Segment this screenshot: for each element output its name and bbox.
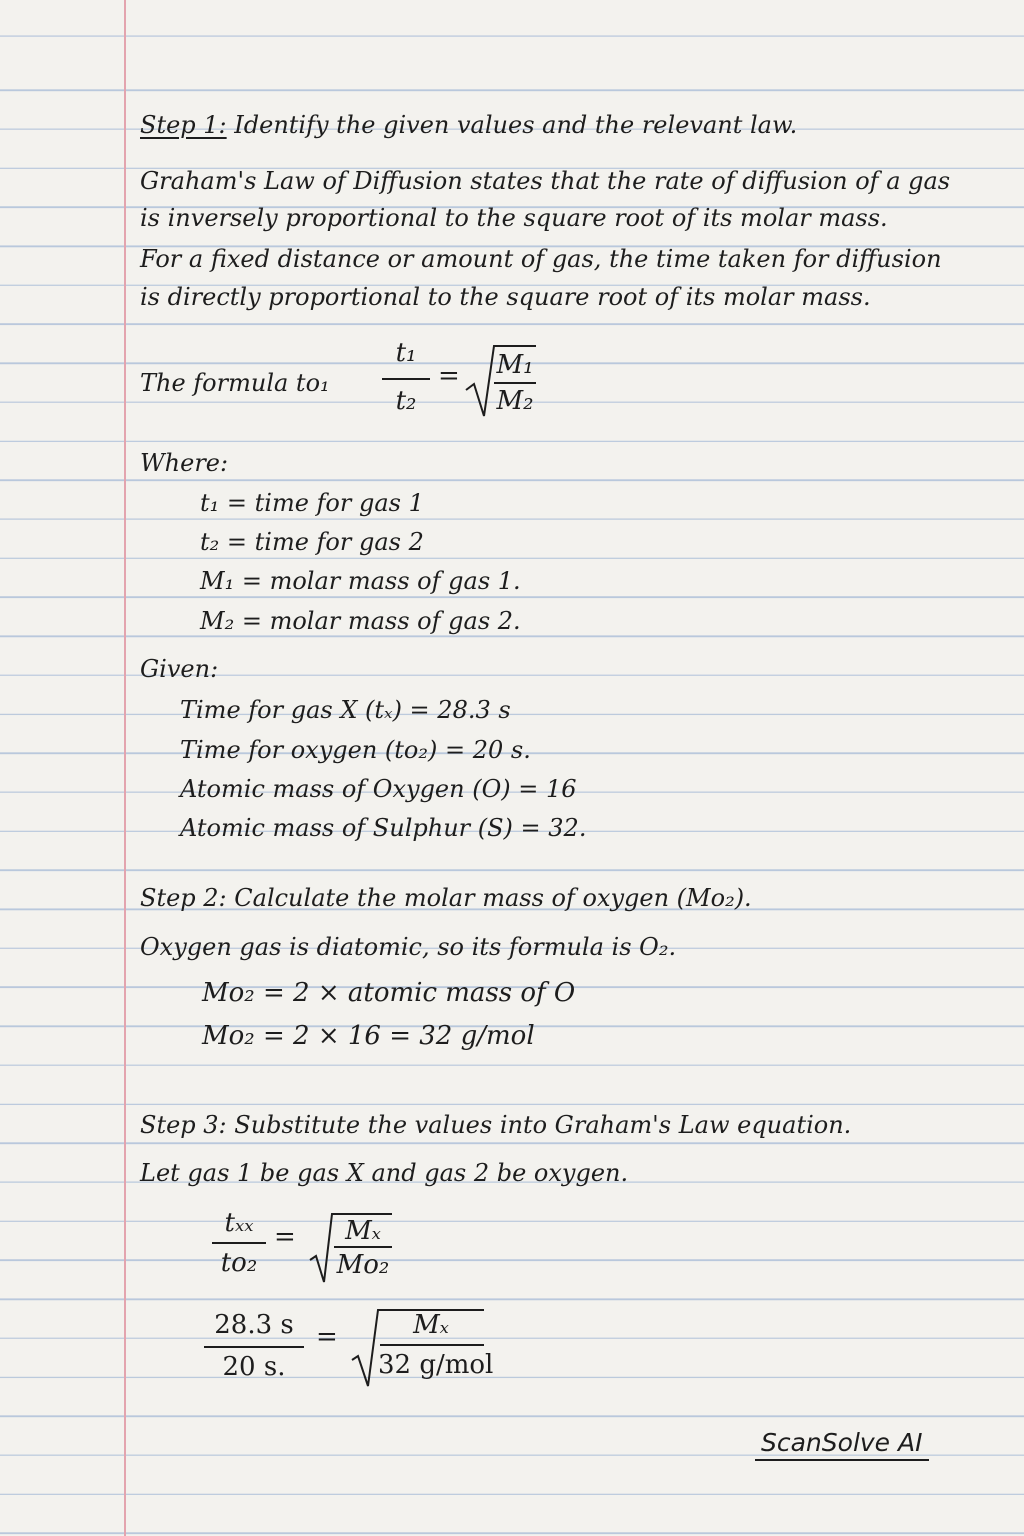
- given-item: Atomic mass of Sulphur (S) = 32.: [180, 814, 587, 842]
- step1-title: Identify the given values and the relevant law.: [234, 111, 798, 139]
- eq1-sqrt: [308, 1208, 398, 1286]
- formula-label: The formula to₁: [140, 369, 330, 397]
- where-item: t₁ = time for gas 1: [200, 489, 424, 517]
- step2-line: Oxygen gas is diatomic, so its formula is O₂.: [140, 933, 677, 961]
- step3-line: Let gas 1 be gas X and gas 2 be oxygen.: [140, 1159, 629, 1187]
- eq1-lhs-numerator: tₓₓ: [224, 1208, 254, 1238]
- formula-rhs-numerator: M₁: [496, 350, 534, 380]
- formula-sqrt: [464, 338, 544, 422]
- step2-heading: Step 2: Calculate the molar mass of oxygen (Mo₂).: [140, 884, 752, 912]
- formula-equals: =: [438, 361, 460, 391]
- fraction-bar: [494, 382, 536, 384]
- eq2-lhs-denominator: 20 s.: [222, 1352, 286, 1382]
- eq2-lhs-numerator: 28.3 s: [214, 1310, 294, 1340]
- step2-equation-1: Mo₂ = 2 × atomic mass of O: [202, 978, 576, 1008]
- eq1-lhs-denominator: to₂: [220, 1248, 258, 1278]
- formula-lhs-numerator: t₁: [395, 338, 417, 368]
- eq1-rhs-numerator: Mₓ: [345, 1216, 381, 1246]
- step1-heading: [140, 110, 797, 140]
- scansolve-signature: ScanSolve AI: [755, 1428, 929, 1461]
- step3-heading: Step 3: Substitute the values into Graham's Law equation.: [140, 1111, 852, 1139]
- given-item: Atomic mass of Oxygen (O) = 16: [180, 775, 577, 803]
- eq2-rhs-numerator: Mₓ: [413, 1310, 449, 1340]
- fraction-bar: [334, 1246, 392, 1248]
- eq2-rhs-denominator: 32 g/mol: [378, 1350, 494, 1380]
- fraction-bar: [212, 1242, 266, 1244]
- eq2-lhs-fraction: [204, 1310, 304, 1386]
- where-label: Where:: [140, 449, 229, 477]
- eq2-equals: =: [316, 1322, 338, 1352]
- where-item: M₁ = molar mass of gas 1.: [200, 567, 521, 595]
- fraction-bar: [382, 378, 430, 380]
- formula-rhs-denominator: M₂: [496, 386, 534, 416]
- given-item: Time for oxygen (to₂) = 20 s.: [180, 736, 531, 764]
- step1-para-line-4: is directly proportional to the square root of its molar mass.: [140, 283, 871, 311]
- given-item: Time for gas X (tₓ) = 28.3 s: [180, 696, 511, 724]
- where-item: t₂ = time for gas 2: [200, 528, 424, 556]
- step1-para-line-3: For a fixed distance or amount of gas, the time taken for diffusion: [140, 245, 942, 273]
- given-label: Given:: [140, 655, 219, 683]
- where-item: M₂ = molar mass of gas 2.: [200, 607, 521, 635]
- formula-lhs-fraction: [382, 338, 430, 422]
- eq2-sqrt: [350, 1304, 494, 1390]
- eq1-lhs-fraction: [212, 1208, 266, 1284]
- fraction-bar: [204, 1346, 304, 1348]
- step1-label: Step 1:: [140, 111, 227, 139]
- step2-equation-2: Mo₂ = 2 × 16 = 32 g/mol: [202, 1021, 535, 1051]
- formula-lhs-denominator: t₂: [395, 386, 417, 416]
- step1-para-line-2: is inversely proportional to the square root of its molar mass.: [140, 204, 888, 232]
- eq1-equals: =: [274, 1222, 296, 1252]
- fraction-bar: [380, 1344, 484, 1346]
- margin-line: [124, 0, 126, 1536]
- step1-para-line-1: Graham's Law of Diffusion states that the rate of diffusion of a gas: [140, 167, 951, 195]
- eq1-rhs-denominator: Mo₂: [336, 1250, 390, 1280]
